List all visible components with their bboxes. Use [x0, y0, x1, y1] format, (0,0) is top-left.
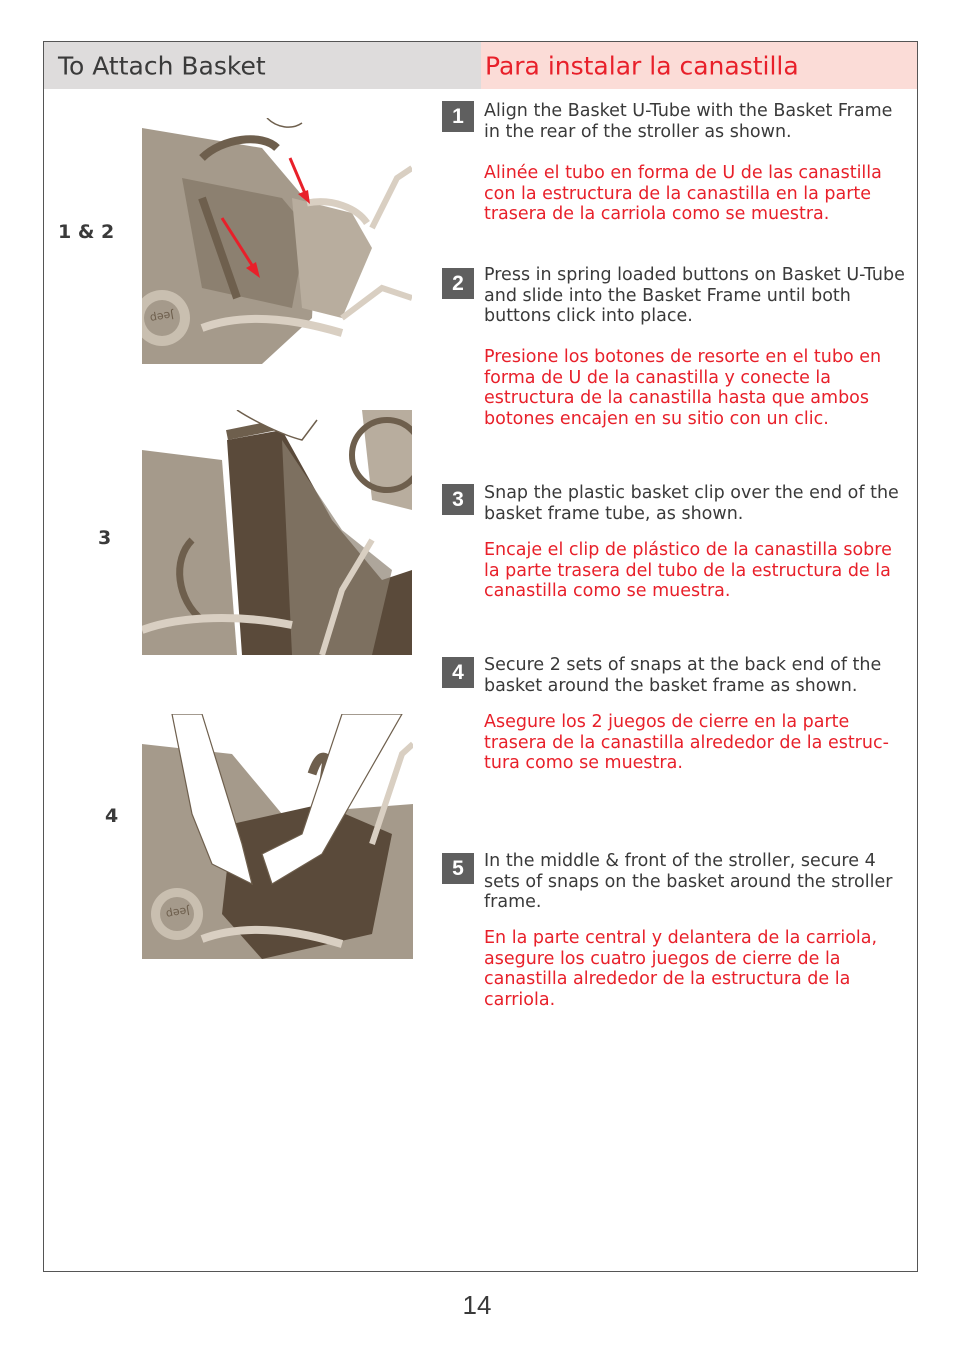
step-badge-1: 1 [442, 101, 474, 132]
illustration-step-1-2 [142, 118, 412, 364]
figure-label-1-2: 1 & 2 [58, 221, 115, 243]
step-2-text-en: Press in spring loaded buttons on Basket U-Tube and slide into the Basket Frame until both buttons click into place. [484, 265, 905, 326]
step-5-text-en: In the middle & front of the stroller, secure 4 sets of snaps on the basket around the stroller frame. [484, 851, 893, 912]
figure-label-4: 4 [105, 805, 119, 827]
step-badge-5: 5 [442, 853, 474, 884]
jeep-logo-2: Jeep [165, 903, 191, 921]
section-title-spanish: Para instalar la canastilla [485, 51, 799, 80]
page-number: 14 [462, 1290, 492, 1320]
jeep-logo-1: Jeep [149, 308, 175, 325]
figure-label-3: 3 [98, 527, 112, 549]
step-badge-4: 4 [442, 657, 474, 688]
step-2-text-es: Presione los botones de resorte en el tubo en forma de U de la canastilla y conecte la estructura de la canastilla hasta que ambos botones encajen en su sitio con un clic. [484, 347, 882, 429]
step-1-text-en: Align the Basket U-Tube with the Basket Frame in the rear of the stroller as shown. [484, 101, 893, 142]
illustration-step-3 [142, 410, 412, 655]
step-3-text-en: Snap the plastic basket clip over the end of the basket frame tube, as shown. [484, 483, 899, 524]
step-badge-2: 2 [442, 268, 474, 299]
illustration-step-4 [142, 714, 413, 959]
section-header-spanish [481, 42, 917, 89]
section-title-english: To Attach Basket [58, 51, 266, 80]
step-1-text-es: Alinée el tubo en forma de U de las canastilla con la estructura de la canastilla en la parte trasera de la carriola como se muestra. [484, 163, 882, 224]
step-4-text-en: Secure 2 sets of snaps at the back end of the basket around the basket frame as shown. [484, 655, 882, 696]
step-3-text-es: Encaje el clip de plástico de la canastilla sobre la parte trasera del tubo de la estructura de la canastilla como se muestra. [484, 540, 892, 601]
step-4-text-es: Asegure los 2 juegos de cierre en la parte trasera de la canastilla alrededor de la estruc-tura como se muestra. [484, 712, 889, 773]
step-5-text-es: En la parte central y delantera de la carriola, asegure los cuatro juegos de cierre de la canastilla alrededor de la estructura de la carriola. [484, 928, 878, 1010]
step-badge-3: 3 [442, 484, 474, 515]
section-header-english [44, 42, 481, 89]
